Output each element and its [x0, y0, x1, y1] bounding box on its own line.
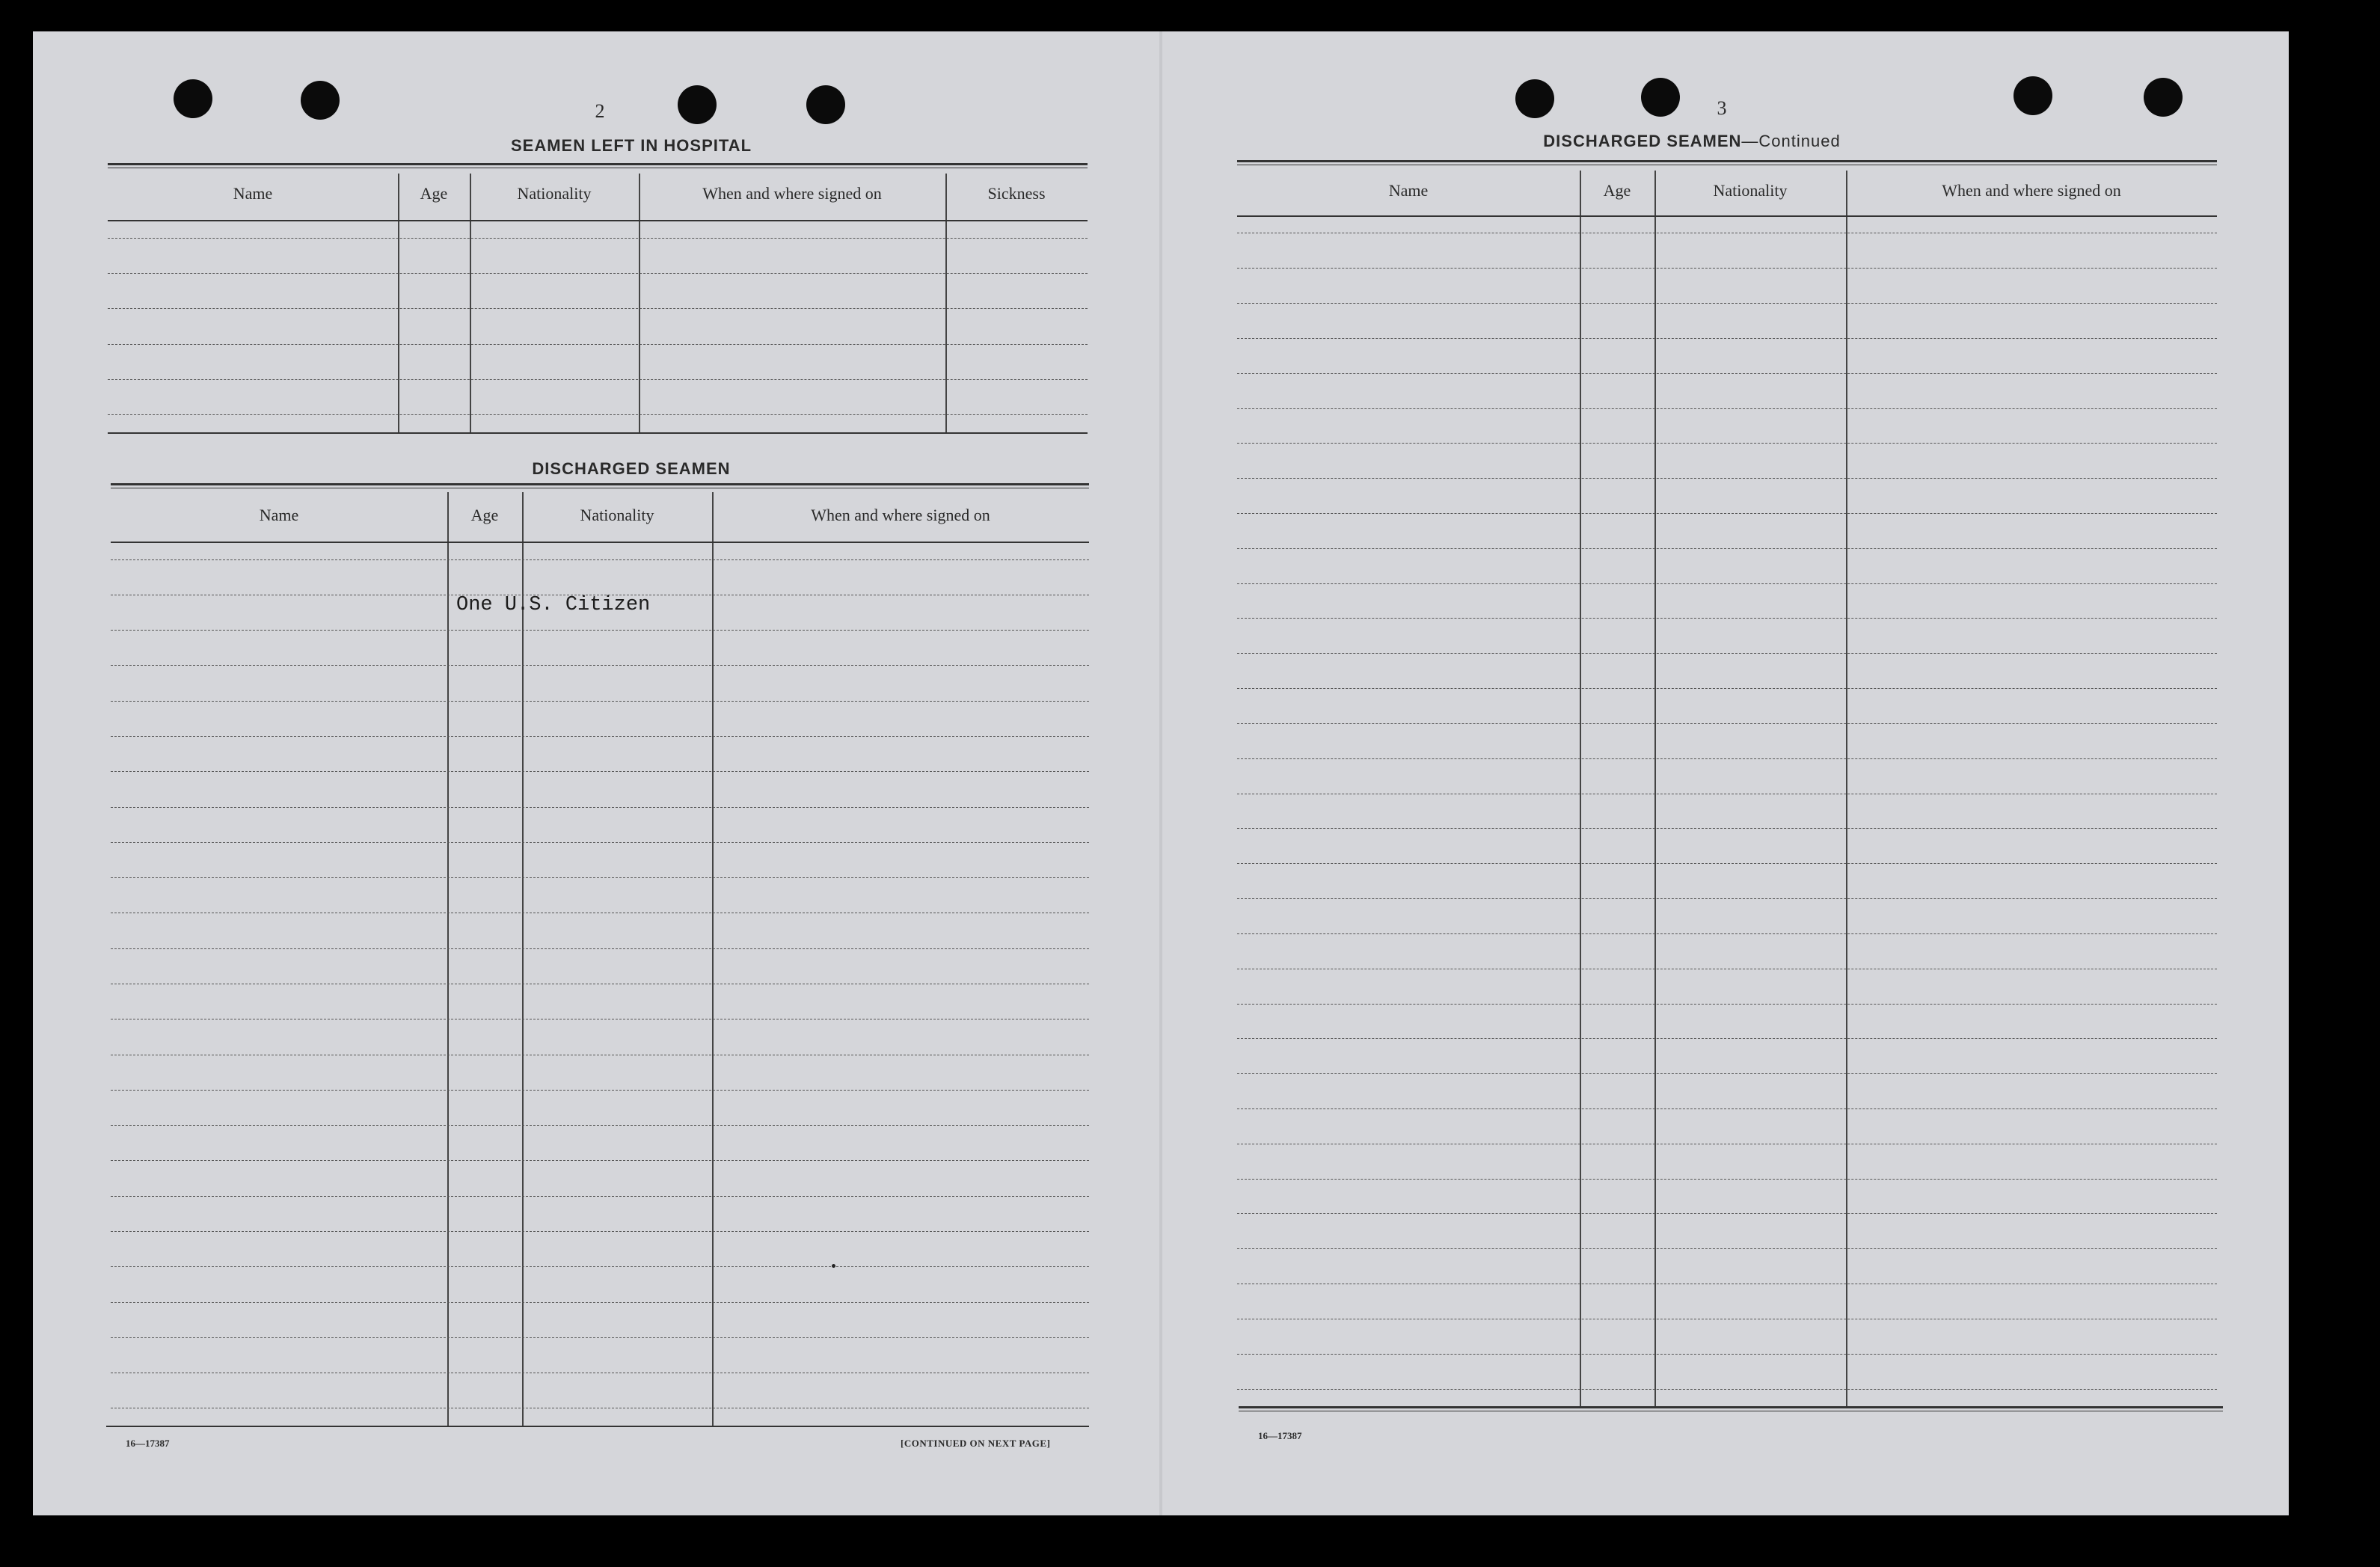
form-row-line: [111, 842, 1089, 843]
form-number: 16—17387: [1258, 1430, 1302, 1441]
form-row-line: [1237, 1248, 2217, 1249]
header-rule: [108, 220, 1088, 221]
column-header: When and where signed on: [811, 506, 990, 524]
discharged-continued-title: [1512, 132, 1871, 151]
form-row-line: [111, 559, 1089, 560]
column-divider: [712, 492, 714, 1426]
form-row-line: [1237, 758, 2217, 759]
form-row-line: [111, 1231, 1089, 1232]
table-bottom-rule: [1239, 1406, 2223, 1411]
column-header: Name: [1388, 181, 1429, 200]
form-row-line: [111, 1125, 1089, 1126]
form-row-line: [1237, 1038, 2217, 1039]
column-divider: [1654, 171, 1656, 1406]
column-divider: [522, 492, 524, 1426]
form-row-line: [1237, 373, 2217, 374]
form-row-line: [1237, 268, 2217, 269]
column-divider: [470, 174, 471, 432]
table-bottom-rule: [106, 1426, 1089, 1427]
column-header: Nationality: [517, 184, 592, 203]
form-row-line: [111, 1196, 1089, 1197]
page-number: 2: [595, 100, 605, 122]
form-row-line: [1237, 1073, 2217, 1074]
document-sheet: [33, 31, 2289, 1515]
form-row-line: [108, 308, 1088, 309]
column-header: Name: [233, 184, 273, 203]
table-bottom-rule: [108, 432, 1088, 434]
punch-hole: [678, 85, 717, 124]
title-suffix: —Continued: [1741, 132, 1841, 150]
table-top-rule: [111, 483, 1089, 488]
form-row-line: [1237, 1354, 2217, 1355]
column-divider: [945, 174, 947, 432]
discharged-section-title: DISCHARGED SEAMEN: [532, 459, 731, 478]
column-header: When and where signed on: [1942, 181, 2121, 200]
form-row-line: [111, 736, 1089, 737]
form-row-line: [108, 238, 1088, 239]
continued-note: [CONTINUED ON NEXT PAGE]: [901, 1438, 1051, 1449]
form-row-line: [1237, 1213, 2217, 1214]
column-header: Sickness: [987, 184, 1046, 203]
form-row-line: [1237, 653, 2217, 654]
typed-entry: One U.S. Citizen: [456, 594, 651, 616]
form-row-line: [111, 1337, 1089, 1338]
form-row-line: [111, 630, 1089, 631]
punch-hole: [301, 81, 340, 120]
column-header: Nationality: [1713, 181, 1788, 200]
form-row-line: [1237, 723, 2217, 724]
form-row-line: [1237, 303, 2217, 304]
form-row-line: [1237, 618, 2217, 619]
column-header: Age: [1603, 181, 1631, 200]
form-row-line: [1237, 478, 2217, 479]
punch-hole: [174, 79, 212, 118]
form-row-line: [111, 948, 1089, 949]
column-header: Nationality: [580, 506, 654, 524]
column-divider: [398, 174, 399, 432]
punch-hole: [806, 85, 845, 124]
form-row-line: [111, 1302, 1089, 1303]
form-row-line: [1237, 828, 2217, 829]
punch-hole: [2014, 76, 2052, 115]
table-top-rule: [108, 163, 1088, 168]
column-divider: [447, 492, 449, 1426]
form-row-line: [111, 1160, 1089, 1161]
column-header: Age: [470, 506, 499, 524]
form-row-line: [1237, 1004, 2217, 1005]
form-row-line: [111, 877, 1089, 878]
form-row-line: [1237, 1179, 2217, 1180]
form-row-line: [1237, 863, 2217, 864]
punch-hole: [2144, 78, 2183, 117]
column-header: Age: [420, 184, 448, 203]
form-row-line: [108, 344, 1088, 345]
form-row-line: [111, 1090, 1089, 1091]
punch-hole: [1641, 78, 1680, 117]
form-row-line: [111, 771, 1089, 772]
form-row-line: [108, 379, 1088, 380]
form-row-line: [111, 701, 1089, 702]
hospital-section-title: SEAMEN LEFT IN HOSPITAL: [510, 136, 752, 155]
table-top-rule: [1237, 160, 2217, 165]
form-row-line: [111, 807, 1089, 808]
title-main: DISCHARGED SEAMEN: [1543, 132, 1742, 150]
form-row-line: [108, 273, 1088, 274]
form-row-line: [111, 665, 1089, 666]
form-row-line: [1237, 338, 2217, 339]
header-rule: [111, 542, 1089, 543]
form-row-line: [111, 1266, 1089, 1267]
left-page: [33, 31, 1161, 1515]
form-row-line: [1237, 688, 2217, 689]
form-row-line: [1237, 443, 2217, 444]
form-row-line: [108, 414, 1088, 415]
column-divider: [1846, 171, 1847, 1406]
form-row-line: [1237, 408, 2217, 409]
form-row-line: [1237, 1108, 2217, 1109]
column-header: When and where signed on: [702, 184, 882, 203]
right-page: [1161, 31, 2289, 1515]
ink-speck: [832, 1264, 835, 1268]
form-row-line: [1237, 933, 2217, 934]
page-number: 3: [1717, 97, 1727, 119]
column-divider: [1580, 171, 1581, 1406]
column-header: Name: [259, 506, 299, 524]
header-rule: [1237, 215, 2217, 217]
punch-hole: [1515, 79, 1554, 118]
column-divider: [639, 174, 640, 432]
form-row-line: [1237, 513, 2217, 514]
form-row-line: [1237, 583, 2217, 584]
form-row-line: [1237, 1389, 2217, 1390]
form-number: 16—17387: [126, 1438, 170, 1449]
form-row-line: [1237, 898, 2217, 899]
form-row-line: [1237, 548, 2217, 549]
